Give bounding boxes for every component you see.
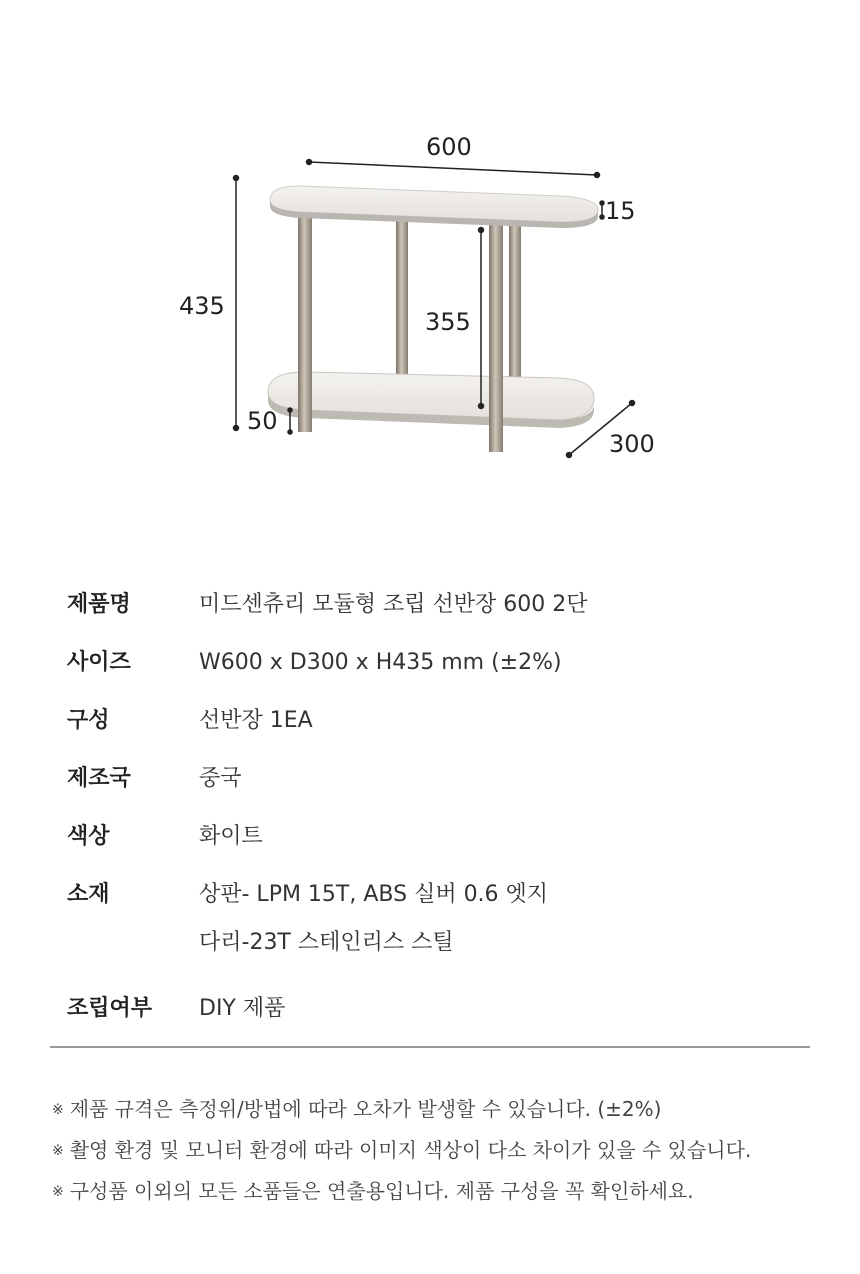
spec-row-material: [67, 880, 548, 958]
spec-value: DIY 제품: [199, 996, 286, 1021]
spec-label: 사이즈: [67, 650, 131, 675]
note-text: 촬영 환경 및 모니터 환경에 따라 이미지 색상이 다소 차이가 있을 수 있습니다.: [69, 1138, 752, 1162]
note-item: [52, 1095, 832, 1136]
reference-mark-icon: ※: [52, 1143, 64, 1159]
dimension-height: [234, 176, 239, 431]
section-divider: [50, 1046, 810, 1048]
dimension-top-thickness: [600, 201, 604, 219]
spec-value: 미드센츄리 모듈형 조립 선반장 600 2단: [199, 592, 588, 617]
top-shelf: [270, 186, 598, 228]
note-text: 제품 규격은 측정위/방법에 따라 오차가 발생할 수 있습니다. (±2%): [69, 1097, 662, 1121]
spec-label: 제품명: [67, 592, 131, 617]
reference-mark-icon: ※: [52, 1102, 64, 1118]
spec-label: 소재: [67, 882, 110, 907]
dimension-leg-height: [288, 408, 292, 434]
reference-mark-icon: ※: [52, 1184, 64, 1200]
spec-label: 구성: [67, 708, 110, 733]
dimension-leg-height-label: 50: [247, 407, 278, 435]
dimension-depth-label: 300: [609, 430, 655, 458]
spec-row-composition: [67, 706, 313, 736]
spec-value-secondary: 다리-23T 스테인리스 스틸: [199, 930, 454, 955]
dimension-width: [307, 160, 600, 178]
spec-label: 조립여부: [67, 996, 153, 1021]
dimension-height-label: 435: [179, 292, 225, 320]
dimension-width-label: 600: [426, 133, 472, 161]
shelf-leg-front-left: [298, 212, 312, 432]
spec-row-assembly: [67, 994, 285, 1024]
spec-value-group: [199, 880, 548, 958]
bottom-shelf: [268, 372, 594, 428]
note-text: 구성품 이외의 모든 소품들은 연출용입니다. 제품 구성을 꼭 확인하세요.: [69, 1179, 694, 1203]
spec-label: 제조국: [67, 766, 131, 791]
shelf-leg-front-right: [489, 224, 503, 452]
dimension-top-thickness-label: 15: [605, 197, 636, 225]
shelf-leg-back-right: [509, 224, 521, 390]
product-dimension-diagram: [0, 0, 860, 520]
spec-value: 선반장 1EA: [199, 708, 313, 733]
dimension-inner-height-label: 355: [425, 308, 471, 336]
spec-row-color: [67, 822, 263, 852]
note-item: [52, 1136, 832, 1177]
spec-row-origin: [67, 764, 242, 794]
spec-row-size: [67, 648, 562, 678]
note-item: [52, 1177, 832, 1218]
shelf-leg-back-left: [396, 218, 408, 380]
spec-label: 색상: [67, 824, 110, 849]
spec-value: 중국: [199, 766, 242, 791]
spec-value: 상판- LPM 15T, ABS 실버 0.6 엣지: [199, 882, 549, 907]
spec-value: W600 x D300 x H435 mm (±2%): [199, 650, 562, 675]
spec-value: 화이트: [199, 824, 263, 849]
disclaimer-notes: [52, 1095, 832, 1218]
spec-row-product-name: [67, 590, 587, 620]
